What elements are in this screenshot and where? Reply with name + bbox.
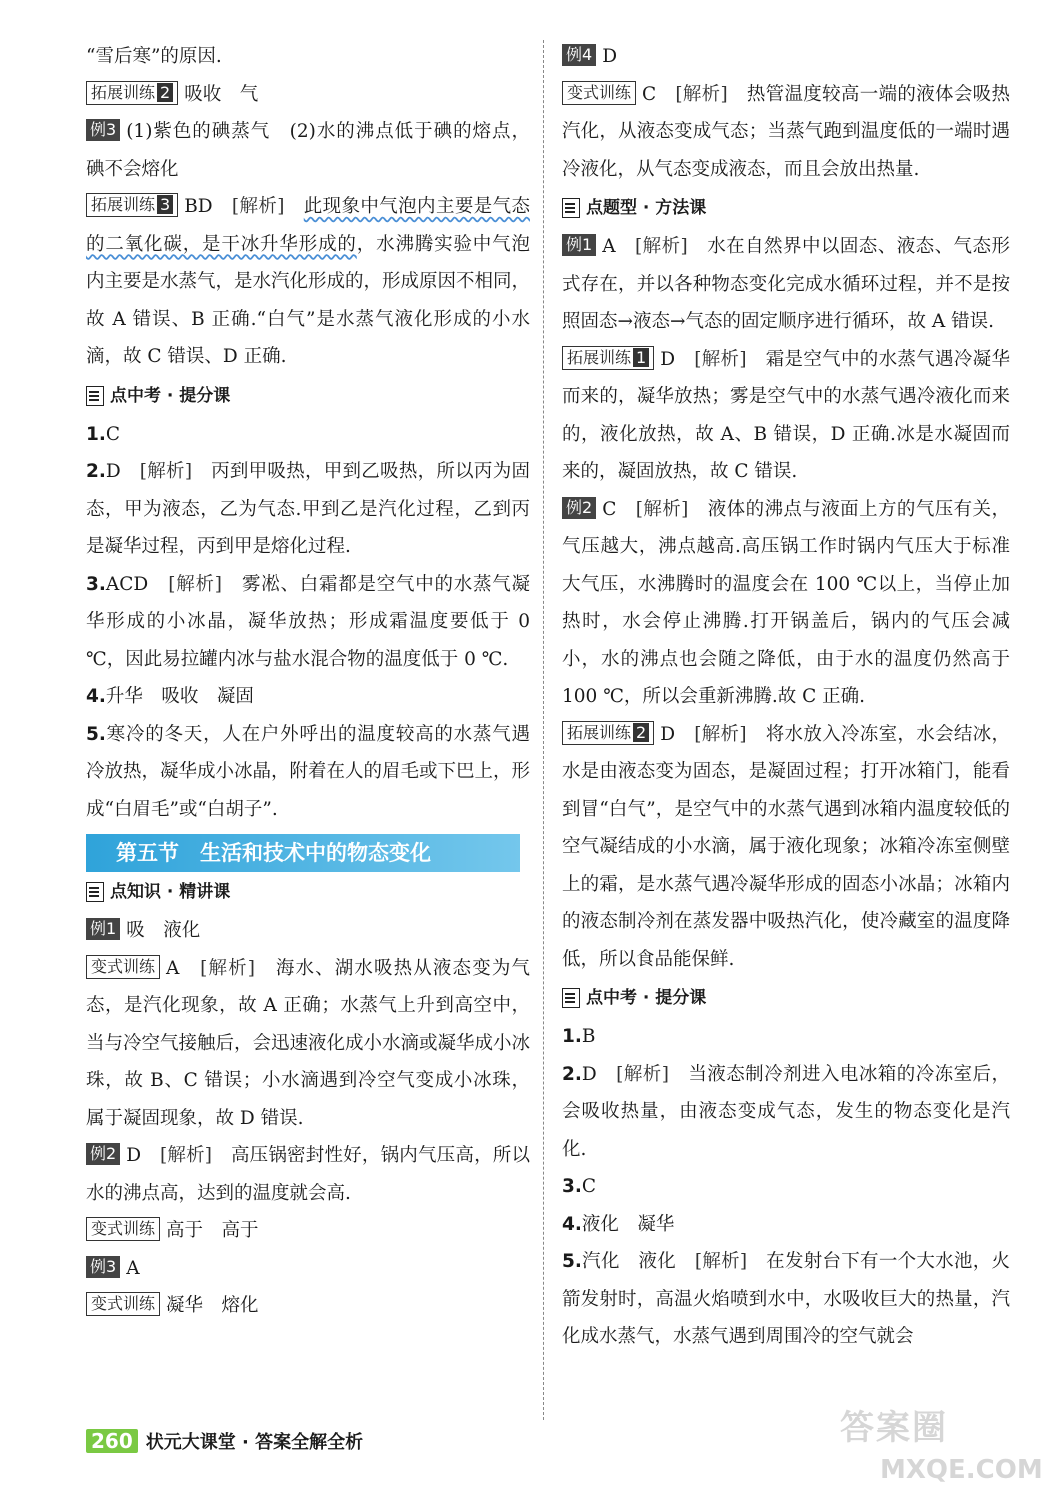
section-heading: 点中考 · 提分课	[562, 982, 1010, 1014]
answer-4: 4.升华 吸收 凝固	[86, 686, 254, 707]
example-2: 例2 C [解析] 液体的沸点与液面上方的气压有关，气压越大，沸点越高.高压锅工作时锅内气压大于标准大气压，水沸腾时的温度会在 100 ℃以上，当停止加热时，水会停止沸腾.打开锅盖后，锅内的气压会减小，水的沸点也会随之降低，由于水的温度仍然高于 100 ℃，所以会重新沸腾.故 C 正确.	[562, 497, 1010, 707]
book-icon	[86, 882, 104, 902]
example-1: 例1 吸 液化	[86, 912, 530, 950]
training-1: 拓展训练 1 D [解析] 霜是空气中的水蒸气遇冷凝华而来的，凝华放热；雾是空气中的水蒸气遇冷液化而来的，液化放热，故 A、B 错误，D 正确.冰是水凝固而来的，凝固放热，故 C 错误.	[562, 347, 1010, 482]
variant-tag: 变式训练	[86, 955, 160, 979]
answer-1: 1.C	[86, 423, 121, 445]
example-tag: 例3	[86, 1256, 120, 1278]
training-2: 拓展训练 2 吸收 气	[86, 76, 530, 114]
answer-4: 4.液化 凝华	[562, 1213, 675, 1235]
variant-1: 变式训练 A [解析] 海水、湖水吸热从液态变为气态，是汽化现象，故 A 正确；水蒸气上升到高空中，当与冷空气接触后，会迅速液化成小水滴或凝华成小冰珠，故 B、C 错误；小水滴遇到冷空气变成小冰珠，属于凝固现象，故 D 错误.	[86, 956, 531, 1129]
example-tag: 例4	[562, 44, 596, 66]
answer-2: 2.D [解析] 当液态制冷剂进入电冰箱的冷冻室后，会吸收热量，由液态变成气态，发生的物态变化是汽化.	[562, 1063, 1010, 1160]
example-1: 例1 A [解析] 水在自然界中以固态、液态、气态形式存在，并以各种物态变化完成水循环过程，并不是按照固态→液态→气态的固定顺序进行循环，故 A 错误.	[562, 235, 1010, 332]
section-heading: 点中考 · 提分课	[86, 380, 530, 412]
watermark: 答案圈	[840, 1408, 948, 1448]
example-3: 例3 (1)紫色的碘蒸气 (2)水的沸点低于碘的熔点，碘不会熔化	[86, 120, 530, 180]
book-icon	[562, 198, 580, 218]
book-icon	[86, 386, 104, 406]
text-line: “雪后寒”的原因.	[86, 46, 222, 67]
answer-5: 5.汽化 液化 [解析] 在发射台下有一个大水池，火箭发射时，高温火焰喷到水中，水吸收巨大的热量，汽化成水蒸气，水蒸气遇到周围冷的空气就会	[562, 1251, 1010, 1347]
watermark-url: MXQE.COM	[880, 1455, 1043, 1485]
section-heading: 点题型 · 方法课	[562, 192, 1010, 224]
page-number: 260	[86, 1429, 138, 1453]
answer-3: 3.ACD [解析] 雾凇、白霜都是空气中的水蒸气凝华形成的小冰晶，凝华放热；形成霜温度要低于 0 ℃，因此易拉罐内冰与盐水混合物的温度低于 0 ℃.	[86, 573, 530, 670]
section-heading: 点知识 · 精讲课	[86, 876, 530, 908]
section-banner: 第五节 生活和技术中的物态变化	[86, 834, 520, 872]
training-tag: 拓展训练 2	[86, 81, 178, 105]
training-tag: 拓展训练 3	[86, 193, 178, 217]
training-tag: 拓展训练 2	[562, 721, 654, 745]
answer-2: 2.D [解析] 丙到甲吸热，甲到乙吸热，所以丙为固态，甲为液态，乙为气态.甲到乙是汽化过程，乙到丙是凝华过程，丙到甲是熔化过程.	[86, 461, 530, 557]
example-tag: 例3	[86, 119, 120, 141]
page-footer	[86, 1428, 363, 1454]
variant-tag: 变式训练	[86, 1217, 160, 1241]
variant-3: 变式训练 凝华 熔化	[86, 1287, 530, 1325]
training-tag: 拓展训练 1	[562, 346, 654, 370]
example-2: 例2 D [解析] 高压锅密封性好，锅内气压高，所以水的沸点高，达到的温度就会高.	[86, 1144, 530, 1204]
example-tag: 例1	[562, 234, 596, 256]
example-tag: 例1	[86, 918, 120, 940]
variant-tag: 变式训练	[562, 81, 636, 105]
variant-2: 变式训练 高于 高于	[86, 1212, 530, 1250]
left-column	[86, 38, 530, 1325]
answer-3: 3.C	[562, 1176, 597, 1197]
underlined-text: 此现象中气泡内主要是气态的二氧化碳，是干冰升华形成的	[86, 196, 530, 255]
right-column	[562, 38, 1010, 1356]
column-divider	[543, 40, 544, 1420]
example-4: 例4 D	[562, 38, 1010, 76]
training-2: 拓展训练 2 D [解析] 将水放入冷冻室，水会结冰，水是由液态变为固态，是凝固过程；打开冰箱门，能看到冒“白气”，是空气中的水蒸气遇到冰箱内温度较低的空气凝结成的小水滴，属于液化现象；冰箱冷冻室侧壁上的霜，是水蒸气遇冷凝华形成的固态小冰晶；冰箱内的液态制冷剂在蒸发器中吸热汽化，使冷藏室的温度降低，所以食品能保鲜.	[562, 722, 1010, 970]
example-tag: 例2	[86, 1143, 120, 1165]
answer-1: 1.B	[562, 1026, 596, 1047]
example-3b: 例3 A	[86, 1250, 530, 1288]
example-tag: 例2	[562, 497, 596, 519]
book-icon	[562, 988, 580, 1008]
variant-tag: 变式训练	[86, 1292, 160, 1316]
training-3: 拓展训练 3 BD [解析] 此现象中气泡内主要是气态的二氧化碳，是干冰升华形成的，水沸腾实验中气泡内主要是水蒸气，是水汽化形成的，形成原因不相同，故 A 错误、B 正确.“白气”是水蒸气液化形成的小水滴，故 C 错误、D 正确.	[86, 195, 531, 367]
book-title: 状元大课堂 · 答案全解全析	[145, 1432, 364, 1453]
answer-5: 5.寒冷的冬天，人在户外呼出的温度较高的水蒸气遇冷放热，凝华成小冰晶，附着在人的眉毛或下巴上，形成“白眉毛”或“白胡子”.	[86, 723, 531, 820]
variant-4: 变式训练 C [解析] 热管温度较高一端的液体会吸热汽化，从液态变成气态；当蒸气跑到温度低的一端时遇冷液化，从气态变成液态，而且会放出热量.	[562, 82, 1010, 180]
